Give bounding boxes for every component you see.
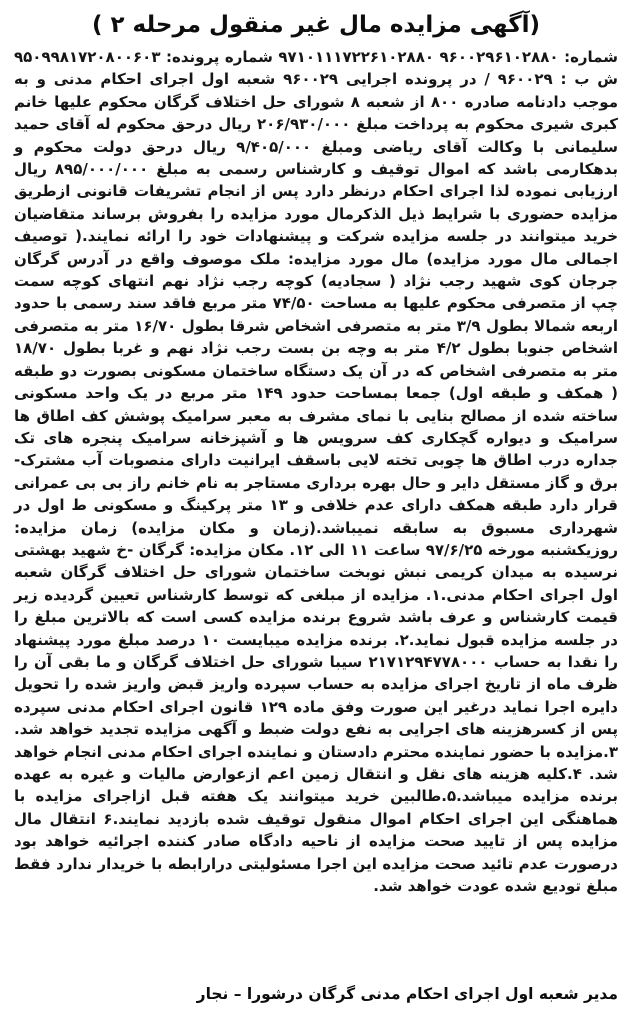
notice-body: شماره: ۹۶۰۰۲۹۶۱۰۲۸۸۰ ۹۷۱۰۱۱۱۷۲۲۶۱۰۲۸۸۰ شماره پرونده: ۹۵۰۹۹۸۱۷۲۰۸۰۰۶۰۳ ش ب : ۹۶۰۰۲۹ / در پرونده اجرایی ۹۶۰۰۲۹ شعبه اول اجرای احکام مدنی و به موجب دادنامه صادره ۸۰۰ از شعبه ۸ شورای حل اختلاف گرگان محکوم علیها خانم کبری شیری محکوم به پرداخت مبلغ ۲۰۶/۹۳۰/۰۰۰ ریال درحق محکوم له آقای حمید سلیمانی با وکالت آقای ریاضی ومبلغ ۹/۴۰۵/۰۰۰ ریال درحق دولت محکوم و بدهکارمی باشد که اموال توقیف و کارشناس رسمی به مبلغ ۸۹۵/۰۰۰/۰۰۰ ریال ارزیابی نموده لذا اجرای احکام درنظر دارد پس از انجام تشریفات قانونی ازطریق مزایده حضوری با شرایط ذیل الذکرمال مورد مزایده را بفروش برساند متقاضیان خرید میتوانند در جلسه مزایده شرکت و پیشنهادات خود را ارائه نمایند.( توصیف اجمالی مال مورد مزایده) مال مورد مزایده: ملک موصوف واقع در آدرس گرگان جرجان کوی شهید رجب نژاد ( سجادیه) کوچه رجب نژاد نهم انتهای کوچه سمت چپ از متصرفی محکوم علیها به مساحت ۷۴/۵۰ متر مربع فاقد سند رسمی با حدود اربعه شمالا بطول ۳/۹ متر به متصرفی اشخاص شرقا بطول ۱۶/۷۰ متر به متصرفی اشخاص جنوبا بطول ۴/۲ متر به وچه بن بست رجب نژاد نهم و غربا بطول ۱۸/۷۰ متر به متصرفی اشخاص که در آن یک دستگاه ساختمان مسکونی بصورت دو طبقه ( همکف و طبقه اول) جمعا بمساحت حدود ۱۴۹ متر مربع در یک واحد مسکونی ساخته شده از مصالح بنایی با نمای مشرف به معبر سرامیک پوشش کف اطاق ها سرامیک و دیواره گچکاری کف سرویس ها و آشپزخانه سرامیک پنجره های تک جداره درب اطاق ها چوبی تخته لایی باسقف ایرانیت دارای منصوبات آب مشترک- برق و گاز مستقل دایر و حال بهره برداری مستاجر به نام خانم راز بی بی عمرانی قرار دارد طبقه همکف دارای عدم خلافی و ۱۳ متر پرکینگ و مسکونی ط اول در شهرداری مسبوق به سابقه نمیباشد.(زمان و مکان مزایده) زمان مزایده: روزیکشنبه مورخه ۹۷/۶/۲۵ ساعت ۱۱ الی ۱۲. مکان مزایده: گرگان -خ شهید بهشتی نرسیده به میدان کریمی نبش نوبخت ساختمان شورای حل اختلاف گرگان شعبه اول اجرای احکام مدنی.۱. مزایده از مبلغی که توسط کارشناس تعیین گردیده زیر قیمت کارشناس و عرف باشد شروع برنده مزایده کسی است که بالاترین مبلغ را در جلسه مزایده قبول نماید.۲. برنده مزایده میبایست ۱۰ درصد مبلغ مورد پیشنهاد را نقدا به حساب ۲۱۷۱۲۹۴۷۷۸۰۰۰ سیبا شورای حل اختلاف گرگان و ما بقی آن را ظرف ماه از تاریخ اجرای مزایده به حساب سپرده واریز قبض واریز شده را تحویل دایره اجرا نماید درغیر این صورت وفق ماده ۱۲۹ قانون اجرای احکام مدنی سپرده پس از کسرهزینه های اجرایی به نفع دولت ضبط و آگهی مزایده تجدید خواهد شد. ۳.مزایده با حضور نماینده محترم دادستان و نماینده اجرای احکام مدنی انجام خواهد شد. ۴.کلیه هزینه های نقل و انتقال زمین اعم ازعوارض مالیات و غیره به عهده برنده مزایده میباشد.۵.طالبین خرید میتوانند یک هفته قبل ازاجرای مزایده با هماهنگی این اجرای احکام اموال منقول توقیف شده بازدید نمایند.۶ انتقال مال مزایده پس از تایید صحت مزایده از ناحیه دادگاه صادر کننده اجرائیه خواهد بود درصورت عدم تائید صحت مزایده این اجرا مسئولیتی درارابطه با خریدار ندارد فقط مبلغ تودیع شده عودت خواهد شد. [14,48,619,896]
notice-title: (آگهی مزایده مال غیر منقول مرحله ۲ ) [91,12,541,38]
notice-signature: مدیر شعبه اول اجرای احکام مدنی گرگان درشورا – نجار [196,985,618,1003]
